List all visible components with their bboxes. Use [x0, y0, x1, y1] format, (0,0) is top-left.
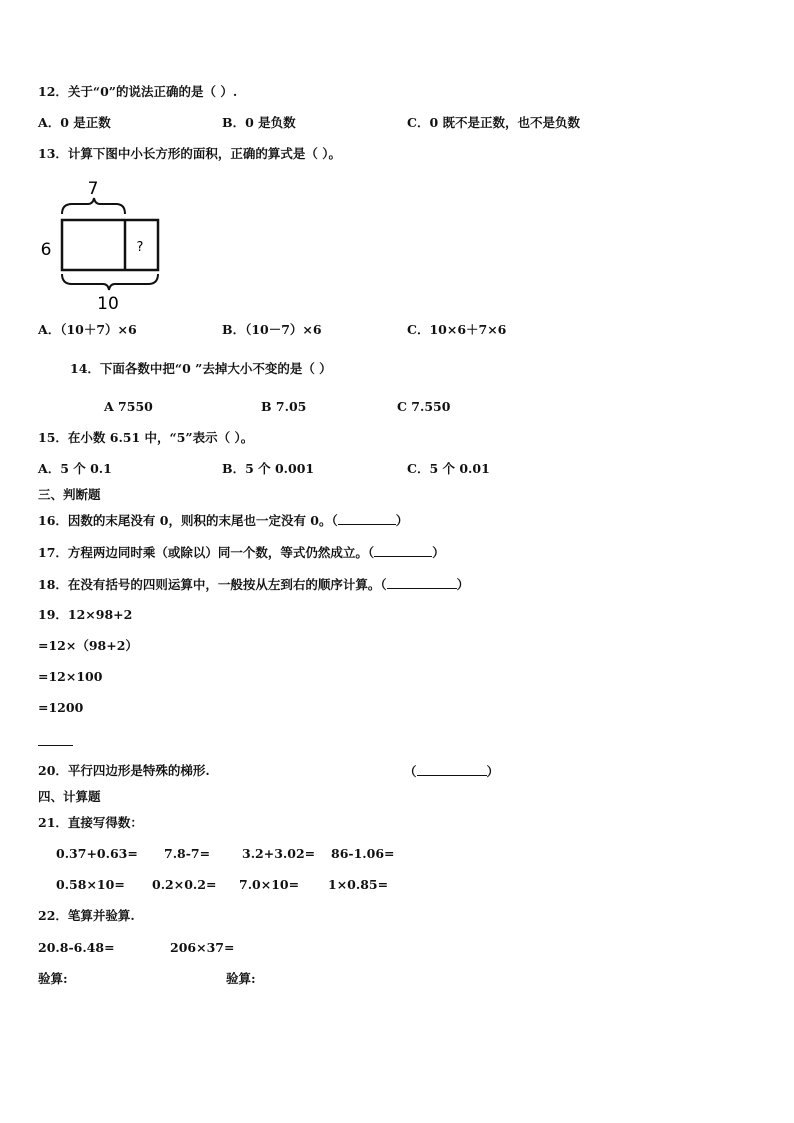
q21-item: 7.0×10= [239, 877, 300, 892]
q19-line-2: =12×（98+2） [38, 638, 138, 653]
figure-question-mark: ? [136, 240, 144, 255]
q17-close: ） [432, 545, 445, 560]
top-brace [62, 198, 125, 214]
q19-line-4: =1200 [38, 700, 84, 715]
bottom-brace [62, 274, 158, 290]
q12-option-b[interactable]: B．0 是负数 [222, 115, 296, 130]
q22-stem: 22．笔算并验算. [38, 908, 135, 923]
q21-item: 3.2+3.02= [242, 846, 316, 861]
q16-line [38, 512, 408, 529]
q12-stem: 12．关于“0”的说法正确的是（ ）. [38, 84, 238, 99]
q19-answer-blank[interactable] [38, 745, 73, 746]
q21-item: 0.2×0.2= [152, 877, 217, 892]
q20-open: （ [404, 764, 417, 779]
q15-option-c[interactable]: C．5 个 0.01 [407, 461, 490, 476]
q21-item: 0.37+0.63= [56, 846, 138, 861]
q22-check-2: 验算: [226, 971, 256, 986]
outer-rectangle [62, 220, 158, 270]
q15-option-b[interactable]: B．5 个 0.001 [222, 461, 315, 476]
q21-item: 1×0.85= [328, 877, 389, 892]
q19-line-3: =12×100 [38, 669, 103, 684]
q15-stem: 15．在小数 6.51 中，“5”表示（ ）。 [38, 430, 254, 445]
q13-option-a[interactable]: A．（10＋7）×6 [38, 322, 137, 337]
q17-line [38, 544, 445, 561]
q20-text: 20．平行四边形是特殊的梯形. [38, 763, 210, 778]
q18-text: 18．在没有括号的四则运算中，一般按从左到右的顺序计算。（ [38, 577, 387, 592]
rectangle-figure [30, 172, 180, 317]
q14-option-b[interactable]: B 7.05 [261, 399, 307, 414]
figure-top-label: 7 [87, 179, 99, 199]
figure-bottom-label: 10 [97, 294, 119, 314]
section-four-heading: 四、计算题 [38, 789, 101, 804]
q14-option-c[interactable]: C 7.550 [397, 399, 451, 414]
q16-text: 16．因数的末尾没有 0，则积的末尾也一定没有 0。（ [38, 513, 338, 528]
q20-close: ） [486, 764, 500, 779]
q17-answer-blank[interactable] [374, 544, 432, 557]
q13-stem: 13．计算下图中小长方形的面积，正确的算式是（ ）。 [38, 146, 341, 161]
q20-answer-blank[interactable] [417, 763, 487, 776]
q18-line [38, 576, 469, 593]
q19-line-1: 19．12×98+2 [38, 607, 133, 622]
q21-item: 0.58×10= [56, 877, 125, 892]
figure-left-label: 6 [40, 240, 52, 260]
q18-answer-blank[interactable] [387, 576, 457, 589]
q22-exercise-2: 206×37= [170, 940, 235, 955]
q21-stem: 21．直接写得数： [38, 815, 143, 830]
q12-option-c[interactable]: C．0 既不是正数，也不是负数 [407, 115, 580, 130]
q15-option-a[interactable]: A．5 个 0.1 [38, 461, 112, 476]
q21-item: 86-1.06= [331, 846, 395, 861]
q18-close: ） [456, 577, 470, 592]
q12-option-a[interactable]: A．0 是正数 [38, 115, 111, 130]
q17-text: 17．方程两边同时乘（或除以）同一个数，等式仍然成立。（ [38, 545, 375, 560]
section-three-heading: 三、判断题 [38, 487, 101, 502]
q16-answer-blank[interactable] [338, 512, 396, 525]
q21-item: 7.8-7= [164, 846, 211, 861]
q13-option-b[interactable]: B．（10－7）×6 [222, 322, 322, 337]
q14-option-a[interactable]: A 7550 [104, 399, 153, 414]
q14-stem: 14．下面各数中把“0 ”去掉大小不变的是（ ） [70, 361, 332, 376]
q20-answer [404, 763, 499, 780]
q13-option-c[interactable]: C．10×6＋7×6 [407, 322, 507, 337]
q22-check-1: 验算: [38, 971, 68, 986]
q22-exercise-1: 20.8-6.48= [38, 940, 115, 955]
q16-close: ） [395, 513, 409, 528]
